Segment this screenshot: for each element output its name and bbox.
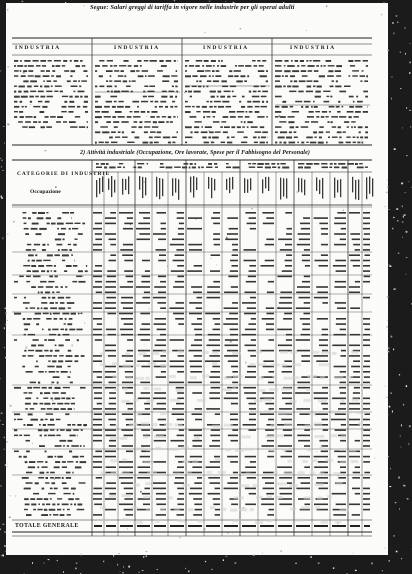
section-heading-industria-3: INDUSTRIA — [203, 45, 249, 51]
page-title: Segue: Salari greggi di tariffa in vigore nelle industrie per gli operai adulti — [90, 4, 295, 11]
table-subheading: Occupazione — [30, 189, 61, 195]
section-heading-industria-4: INDUSTRIA — [290, 45, 336, 51]
section-2-title: 2) Attività industriale (Occupazione, Ore lavorate, Spese per il Fabbisogno del Personale) — [80, 150, 310, 156]
section-heading-industria-2: INDUSTRIA — [114, 45, 160, 51]
grand-total-label: TOTALE GENERALE — [15, 523, 79, 529]
table-column-heading: CATEGORIE DI INDUSTRIE — [17, 171, 111, 177]
section-heading-industria-1: INDUSTRIA — [15, 45, 61, 51]
